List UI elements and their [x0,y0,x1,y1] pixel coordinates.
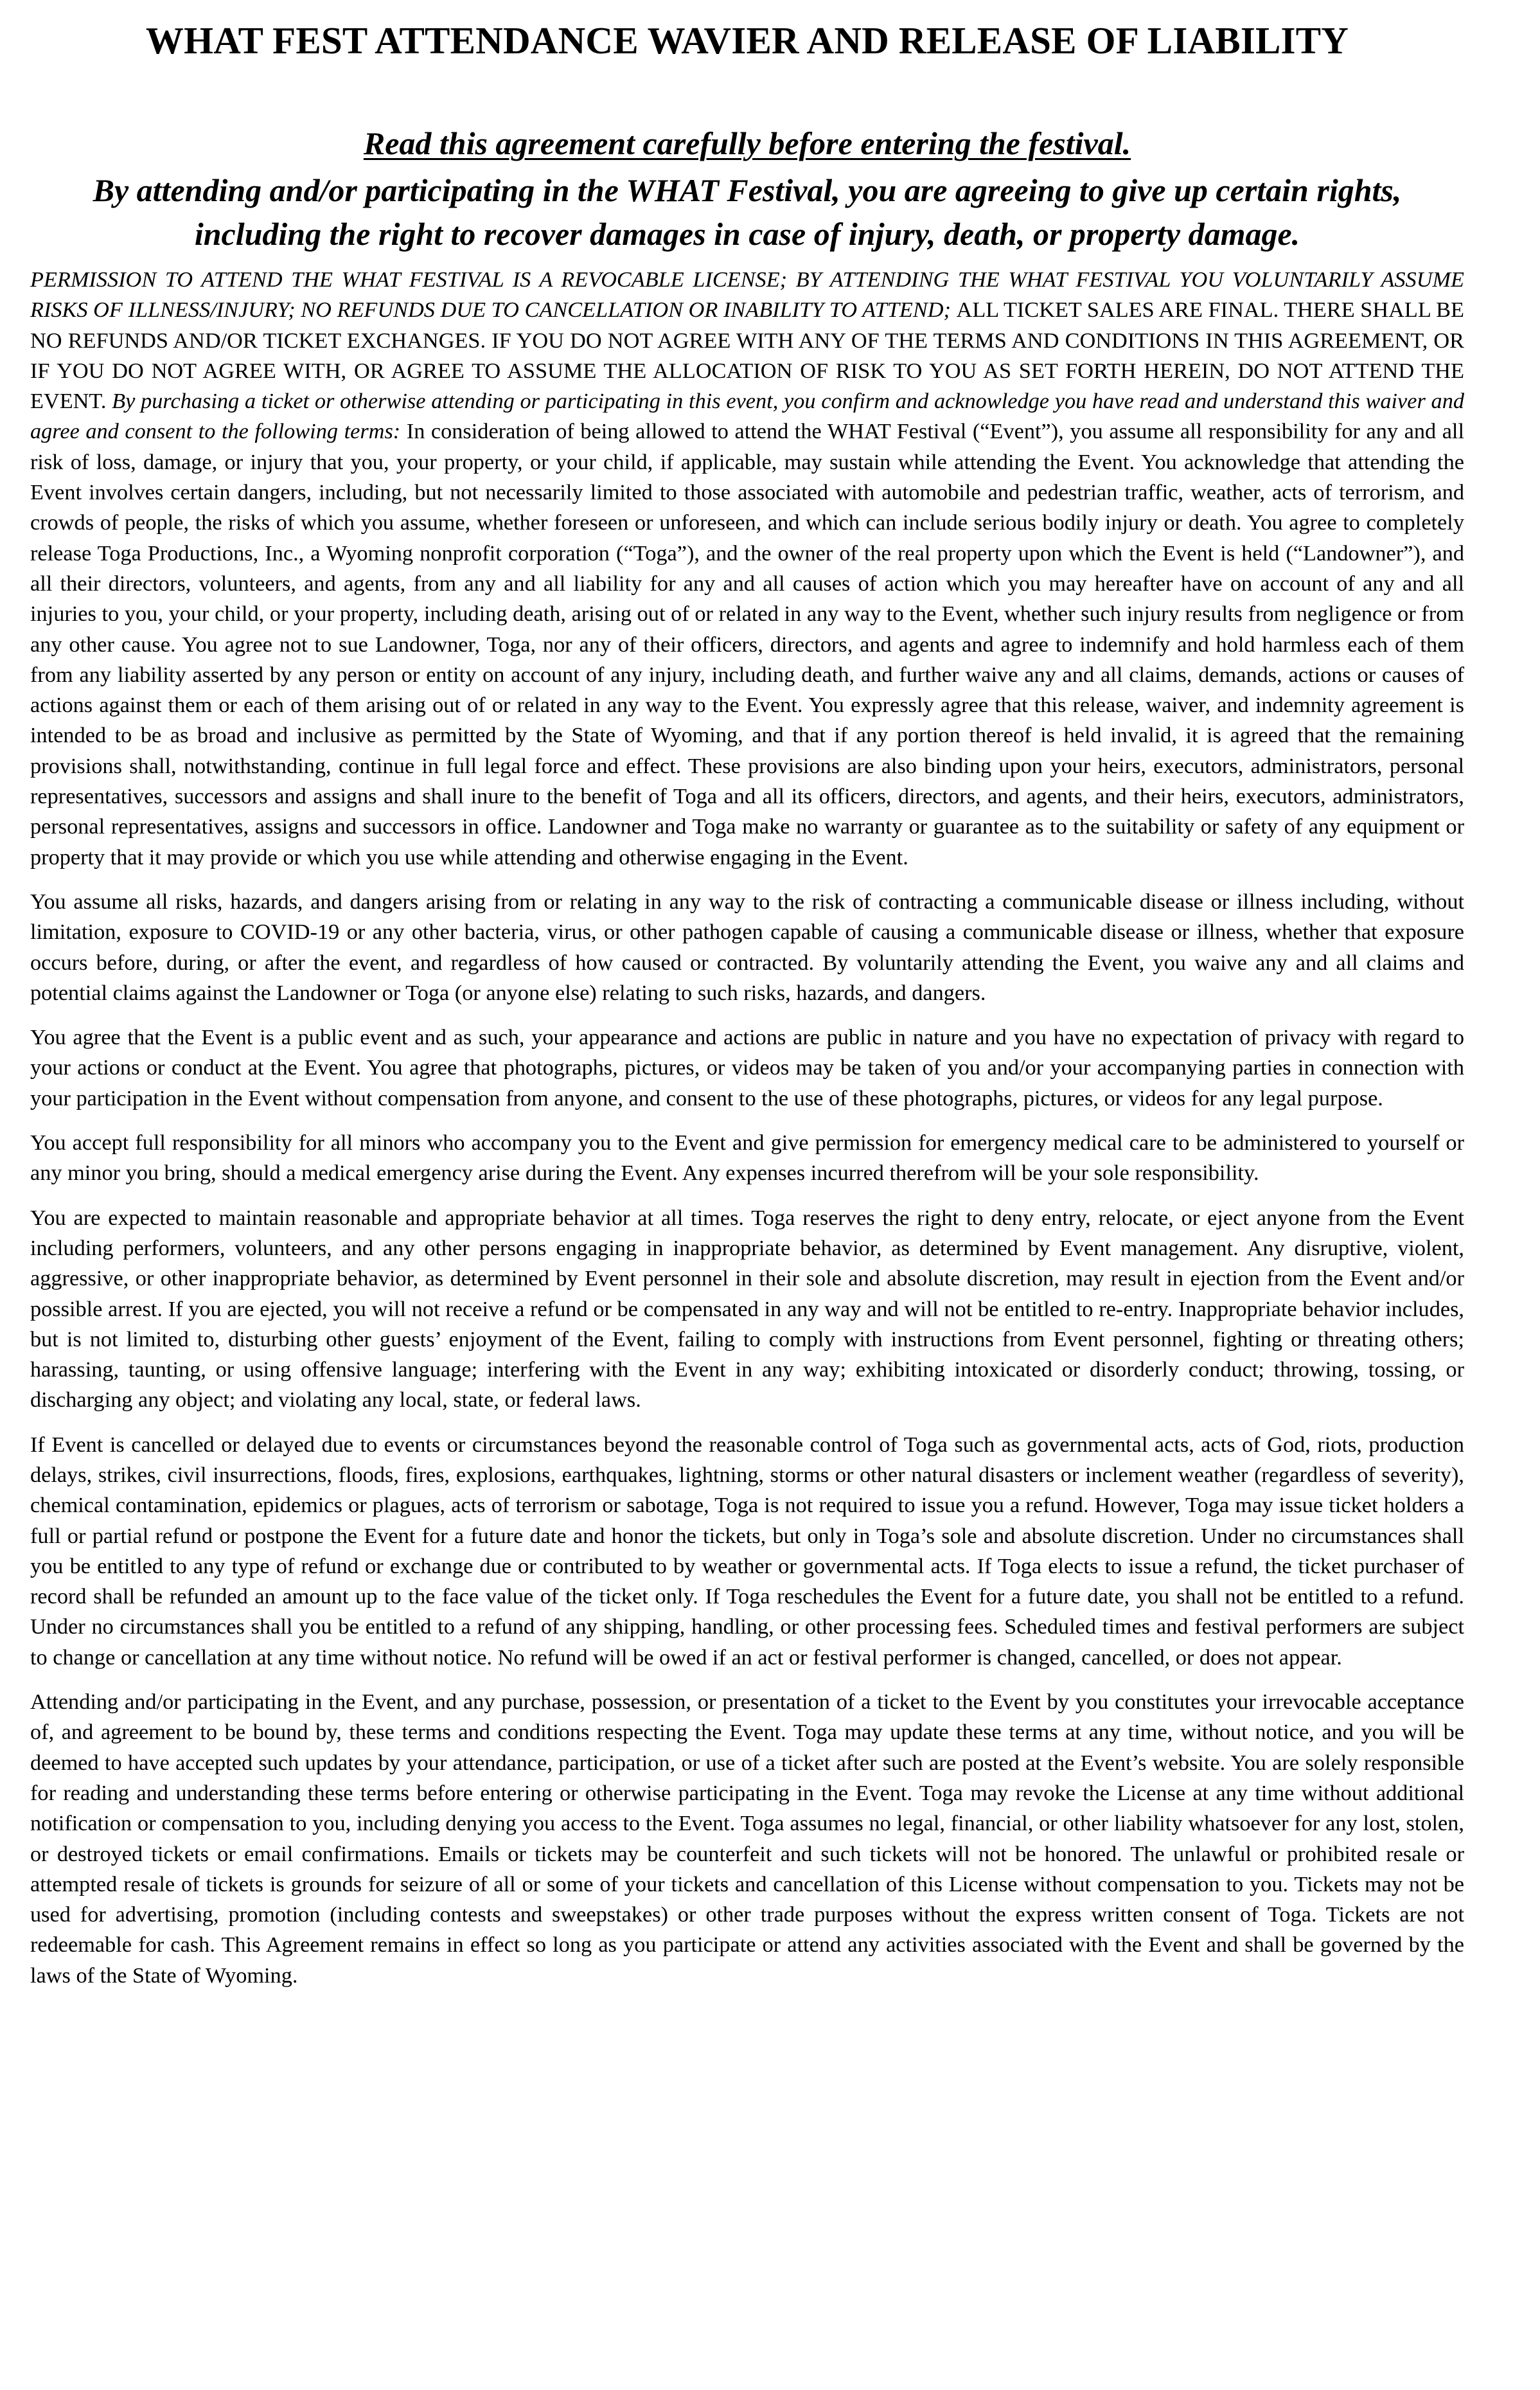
document-title: WHAT FEST ATTENDANCE WAVIER AND RELEASE OF LIABILITY [145,19,1349,62]
paragraph-communicable-disease: You assume all risks, hazards, and dangers arising from or relating in any way to the risk of contracting a communicable disease or illness including, without limitation, exposure to COVID-19 or any other bacteria, virus, or other pathogen capable of causing a communicable disease or illness, whether that exposure occurs before, during, or after the event, and regardless of how caused or contracted. By voluntarily attending the Event, you waive any and all claims and potential claims against the Landowner or Toga (or anyone else) relating to such risks, hazards, and dangers. [30,889,1464,1005]
paragraph-license-terms [30,265,1464,873]
paragraph-cancellation: If Event is cancelled or delayed due to events or circumstances beyond the reasonable control of Toga such as governmental acts, acts of God, riots, production delays, strikes, civil insurrections, floods, fires, explosions, earthquakes, lightning, storms or other natural disasters or inclement weather (regardless of severity), chemical contamination, epidemics or plagues, acts of terrorism or sabotage, Toga is not required to issue you a refund. However, Toga may issue ticket holders a full or partial refund or postpone the Event for a future date and honor the tickets, but only in Toga’s sole and absolute discretion. Under no circumstances shall you be entitled to any type of refund or exchange due or contributed to by weather or governmental acts. If Toga elects to issue a refund, the ticket purchaser of record shall be refunded an amount up to the face value of the ticket only. If Toga reschedules the Event for a future date, you shall not be entitled to a refund. Under no circumstances shall you be entitled to a refund of any shipping, handling, or other processing fees. Scheduled times and festival performers are subject to change or cancellation at any time without notice. No refund will be owed if an act or festival performer is changed, cancelled, or does not appear. [30,1432,1464,1670]
waiver-document [30,0,1464,2005]
waiver-body [30,265,1464,1991]
read-agreement-notice: Read this agreement carefully before entering the festival. [363,125,1131,161]
intro-statement: By attending and/or participating in the WHAT Festival, you are agreeing to give up certain rights, including the right to recover damages in case of injury, death, or property damage. [93,172,1402,252]
paragraph-public-event-media: You agree that the Event is a public event and as such, your appearance and actions are public in nature and you have no expectation of privacy with regard to your actions or conduct at the Event. You agree that photographs, pictures, or videos may be taken of you and/or your accompanying parties in connection with your participation in the Event without compensation from anyone, and consent to the use of these photographs, pictures, or videos for any legal purpose. [30,1025,1464,1110]
release-terms: In consideration of being allowed to attend the WHAT Festival (“Event”), you assume all responsibility for any and all risk of loss, damage, or injury that you, your property, or your child, if applicable, may sustain while attending the Event. You acknowledge that attending the Event involves certain dangers, including, but not necessarily limited to those associated with automobile and pedestrian traffic, weather, acts of terrorism, and crowds of people, the risks of which you assume, whether foreseen or unforeseen, and which can include serious bodily injury or death. You agree to completely release Toga Productions, Inc., a Wyoming nonprofit corporation (“Toga”), and the owner of the real property upon which the Event is held (“Landowner”), and all their directors, volunteers, and agents, from any and all liability for any and all causes of action which you may hereafter have on account of any and all injuries to you, your child, or your property, including death, arising out of or related in any way to the Event, whether such injury results from negligence or from any other cause. You agree not to sue Landowner, Toga, nor any of their officers, directors, and agents and agree to indemnify and hold harmless each of them from any liability asserted by any person or entity on account of any injury, including death, and further waive any and all claims, demands, actions or causes of actions against them or each of them arising out of or related in any way to the Event. You expressly agree that this release, waiver, and indemnity agreement is intended to be as broad and inclusive as permitted by the State of Wyoming, and that if any portion thereof is held invalid, it is agreed that the remaining provisions shall, notwithstanding, continue in full legal force and effect. These provisions are also binding upon your heirs, executors, administrators, personal representatives, successors and assigns and shall inure to the benefit of Toga and all its officers, directors, and agents, and their heirs, executors, administrators, personal representatives, assigns and successors in office. Landowner and Toga make no warranty or guarantee as to the suitability or safety of any equipment or property that it may provide or which you use while attending and otherwise engaging in the Event. [30,419,1464,869]
paragraph-acceptance: Attending and/or participating in the Event, and any purchase, possession, or presentation of a ticket to the Event by you constitutes your irrevocable acceptance of, and agreement to be bound by, these terms and conditions respecting the Event. Toga may update these terms at any time, without notice, and you will be deemed to have accepted such updates by your attendance, participation, or use of a ticket after such are posted at the Event’s website. You are solely responsible for reading and understanding these terms before entering or otherwise participating in the Event. Toga may revoke the License at any time without additional notification or compensation to you, including denying you access to the Event. Toga assumes no legal, financial, or other liability whatsoever for any lost, stolen, or destroyed tickets or email confirmations. Emails or tickets may be counterfeit and such tickets will not be honored. The unlawful or prohibited resale or attempted resale of tickets is grounds for seizure of all or some of your tickets and cancellation of this License without compensation to you. Tickets may not be used for advertising, promotion (including contests and sweepstakes) or other trade purposes without the express written consent of Toga. Tickets are not redeemable for cash. This Agreement remains in effect so long as you participate or attend any activities associated with the Event and shall be governed by the laws of the State of Wyoming. [30,1690,1464,1988]
license-caps-plain: ALL TICKET SALES ARE FINAL. THERE SHALL BE NO REFUNDS AND/OR TICKET EXCHANGES. IF YOU DO NOT AGREE WITH ANY OF THE TERMS AND CONDITIONS IN THIS AGREEMENT, OR IF YOU DO NOT AGREE WITH, OR AGREE TO ASSUME THE ALLOCATION OF RISK TO YOU AS SET FORTH HEREIN, DO NOT ATTEND THE EVENT. [30,298,1464,414]
paragraph-behavior: You are expected to maintain reasonable and appropriate behavior at all times. Toga reserves the right to deny entry, relocate, or eject anyone from the Event including performers, volunteers, and any other persons engaging in inappropriate behavior, as determined by Event management. Any disruptive, violent, aggressive, or other inappropriate behavior, as determined by Event personnel in their sole and absolute discretion, may result in ejection from the Event and/or possible arrest. If you are ejected, you will not receive a refund or be compensated in any way and will not be entitled to re-entry. Inappropriate behavior includes, but is not limited to, disturbing other guests’ enjoyment of the Event, failing to comply with instructions from Event personnel, fighting or threating others; harassing, taunting, or using offensive language; interfering with the Event in any way; exhibiting intoxicated or disorderly conduct; throwing, tossing, or discharging any object; and violating any local, state, or federal laws. [30,1205,1464,1413]
paragraph-minors-medical: You accept full responsibility for all minors who accompany you to the Event and give permission for emergency medical care to be administered to yourself or any minor you bring, should a medical emergency arise during the Event. Any expenses incurred therefrom will be your sole responsibility. [30,1130,1464,1186]
license-caps-italic: PERMISSION TO ATTEND THE WHAT FESTIVAL IS A REVOCABLE LICENSE; BY ATTENDING THE WHAT FESTIVAL YOU VOLUNTARILY ASSUME RISKS OF ILLNESS/INJURY; NO REFUNDS DUE TO CANCELLATION OR INABILITY TO ATTEND; [30,267,1464,323]
purchase-acknowledgement: By purchasing a ticket or otherwise attending or participating in this event, you confirm and acknowledge you have read and understand this waiver and agree and consent to the following terms: [30,389,1464,444]
